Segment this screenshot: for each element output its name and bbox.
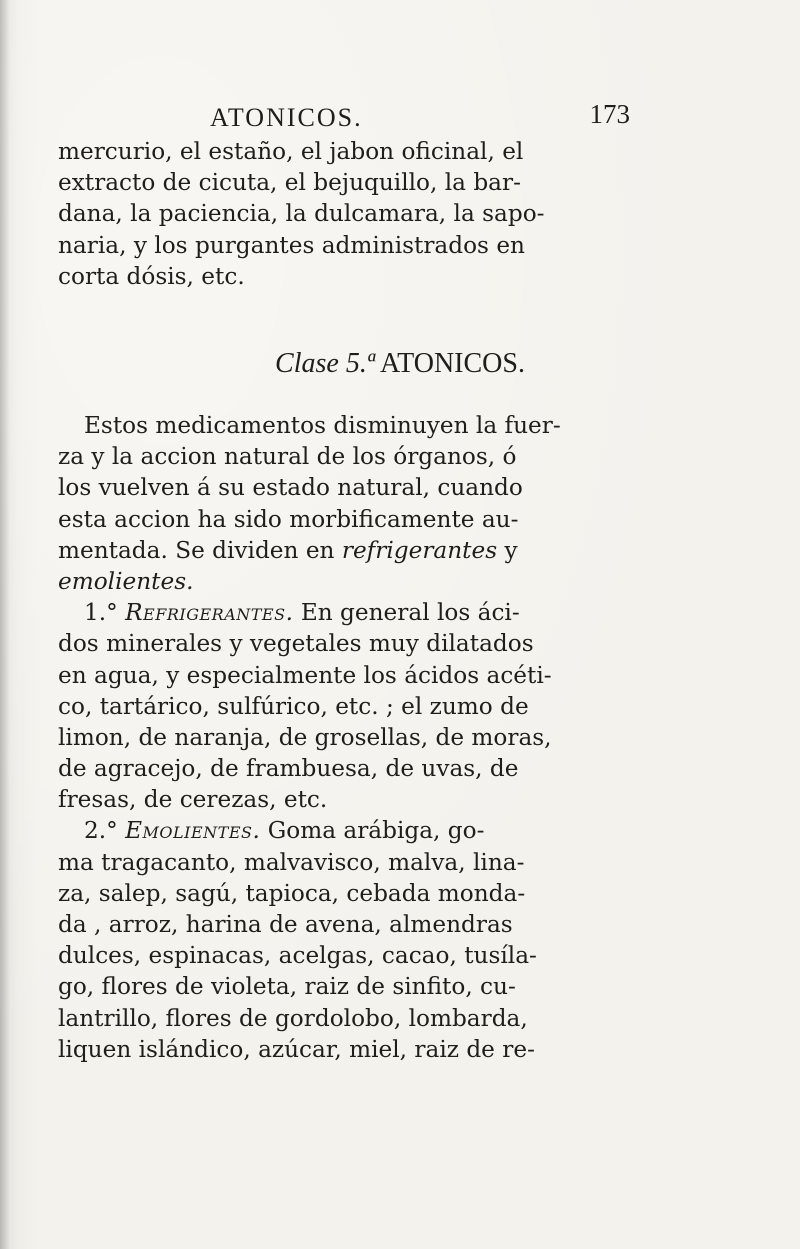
running-title: ATONICOS. bbox=[210, 103, 363, 132]
text-line: esta accion ha sido morbificamente au- bbox=[58, 505, 519, 533]
item-refrigerantes-first-line bbox=[58, 597, 733, 628]
text-fragment: En general los áci- bbox=[300, 599, 520, 627]
item-label-emolientes: Emolientes. bbox=[125, 817, 261, 845]
text-fragment: y bbox=[504, 536, 518, 564]
item-number: 1.° bbox=[84, 599, 118, 627]
text-line: liquen islándico, azúcar, miel, raiz de re- bbox=[58, 1035, 535, 1063]
class-heading-number: 5.ª bbox=[345, 348, 375, 379]
text-line: go, flores de violeta, raiz de sinfito, cu- bbox=[58, 973, 516, 1001]
text-line: lantrillo, flores de gordolobo, lombarda, bbox=[58, 1004, 528, 1032]
text-line: za y la accion natural de los órganos, ó bbox=[58, 443, 517, 471]
text-line: co, tartárico, sulfúrico, etc. ; el zumo de bbox=[58, 692, 529, 720]
text-line: ma tragacanto, malvavisco, malva, lina- bbox=[58, 848, 525, 876]
section-body bbox=[58, 410, 733, 1065]
lead-paragraph bbox=[58, 136, 733, 292]
text-line: dos minerales y vegetales muy dilatados bbox=[58, 630, 534, 658]
text-line: en agua, y especialmente los ácidos acéti- bbox=[58, 661, 552, 689]
text-line: da , arroz, harina de avena, almendras bbox=[58, 911, 513, 938]
text-line: corta dósis, etc. bbox=[58, 262, 245, 290]
text-fragment: mentada. Se dividen en bbox=[58, 536, 335, 564]
text-line: za, salep, sagú, tapioca, cebada monda- bbox=[58, 879, 526, 907]
text-line: extracto de cicuta, el bejuquillo, la bar- bbox=[58, 169, 521, 197]
text-line bbox=[58, 535, 733, 566]
item-label-refrigerantes: Refrigerantes. bbox=[125, 599, 294, 627]
term-emolientes: emolientes. bbox=[58, 567, 194, 595]
class-heading-title: ATONICOS. bbox=[380, 348, 525, 379]
text-line: limon, de naranja, de grosellas, de moras, bbox=[58, 723, 552, 751]
text-line: naria, y los purgantes administrados en bbox=[58, 231, 525, 259]
item-emolientes-first-line bbox=[58, 815, 733, 846]
text-line: dulces, espinacas, acelgas, cacao, tusíla- bbox=[58, 942, 537, 970]
text-line: mercurio, el estaño, el jabon oficinal, el bbox=[58, 138, 524, 165]
page-edge-shadow bbox=[0, 0, 10, 1249]
text-line: fresas, de cerezas, etc. bbox=[58, 786, 328, 814]
term-refrigerantes: refrigerantes bbox=[341, 536, 498, 564]
text-line: los vuelven á su estado natural, cuando bbox=[58, 474, 523, 502]
text-line bbox=[58, 566, 733, 597]
class-heading bbox=[0, 348, 800, 380]
text-fragment: Goma arábiga, go- bbox=[267, 817, 485, 845]
text-line: dana, la paciencia, la dulcamara, la sapo- bbox=[58, 200, 545, 228]
item-number: 2.° bbox=[84, 817, 118, 845]
text-line: Estos medicamentos disminuyen la fuer- bbox=[84, 412, 561, 439]
page-number: 173 bbox=[589, 99, 630, 129]
text-line: de agracejo, de frambuesa, de uvas, de bbox=[58, 755, 519, 783]
class-heading-label: Clase bbox=[275, 348, 339, 379]
